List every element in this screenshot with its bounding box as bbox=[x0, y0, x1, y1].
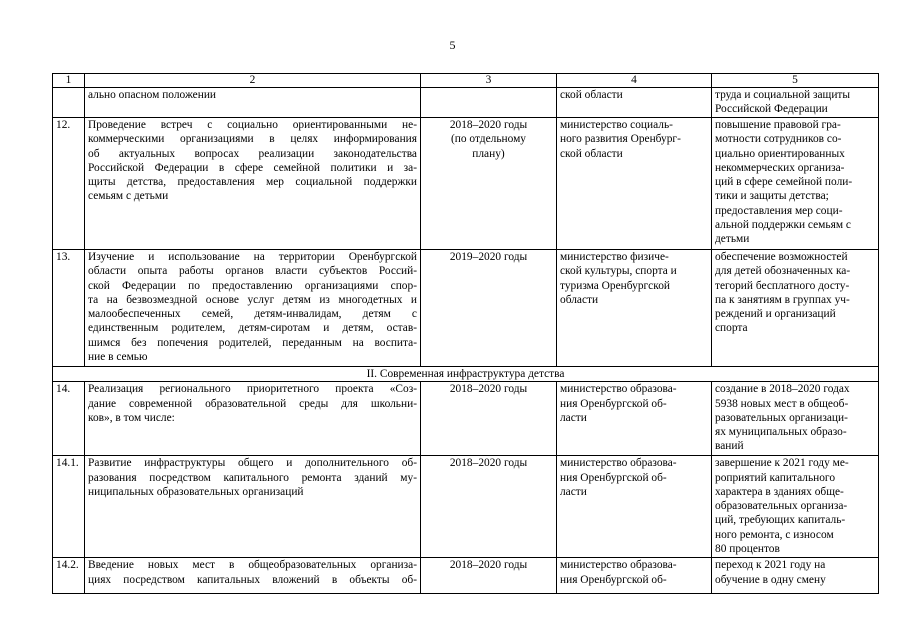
section-header-row bbox=[53, 367, 879, 382]
column-header: 1 bbox=[53, 74, 85, 88]
period-cell bbox=[421, 88, 557, 118]
row-number-cell: 12. bbox=[53, 118, 85, 250]
result-cell: переход к 2021 году на обучение в одну смену bbox=[712, 558, 879, 594]
row-number-cell: 14.1. bbox=[53, 456, 85, 558]
measure-text-cell: Развитие инфраструктуры общего и дополнительного об- разования посредством капитального ремонта зданий му- ниципальных образовательных организаций bbox=[85, 456, 421, 558]
row-number-cell: 14.2. bbox=[53, 558, 85, 594]
column-header: 4 bbox=[557, 74, 712, 88]
executor-cell: ской области bbox=[557, 88, 712, 118]
period-cell: 2019–2020 годы bbox=[421, 250, 557, 367]
result-cell: обеспечение возможностей для детей обозначенных ка- тегорий бесплатного досту- па к занятиям в группах уч- реждений и организаций спорта bbox=[712, 250, 879, 367]
result-cell: труда и социальной защиты Российской Федерации bbox=[712, 88, 879, 118]
row-number-cell: 14. bbox=[53, 382, 85, 456]
executor-cell: министерство социаль- ного развития Оренбург- ской области bbox=[557, 118, 712, 250]
measure-text-cell: ально опасном положении bbox=[85, 88, 421, 118]
period-cell: 2018–2020 годы (по отдельному плану) bbox=[421, 118, 557, 250]
measure-text-cell: Реализация регионального приоритетного проекта «Соз- дание современной образовательной среды для школьни- ков», в том числе: bbox=[85, 382, 421, 456]
measures-table bbox=[52, 73, 879, 594]
row-number-cell bbox=[53, 88, 85, 118]
page-number: 5 bbox=[449, 38, 456, 52]
executor-cell: министерство физиче- ской культуры, спорта и туризма Оренбургской области bbox=[557, 250, 712, 367]
table-header-row bbox=[53, 74, 879, 88]
period-cell: 2018–2020 годы bbox=[421, 382, 557, 456]
result-cell: повышение правовой гра- мотности сотрудников со- циально ориентированных некоммерческих организа- ций в сфере семейной поли- тики и защиты детства; предоставления мер соци- альной поддержки семьям с детьми bbox=[712, 118, 879, 250]
column-header: 2 bbox=[85, 74, 421, 88]
period-cell: 2018–2020 годы bbox=[421, 456, 557, 558]
result-cell: завершение к 2021 году ме- роприятий капитального характера в зданиях обще- образовательных организа- ций, требующих капиталь- ного ремонта, с износом 80 процентов bbox=[712, 456, 879, 558]
table-row bbox=[53, 456, 879, 558]
column-header: 5 bbox=[712, 74, 879, 88]
executor-cell: министерство образова- ния Оренбургской об- ласти bbox=[557, 382, 712, 456]
result-cell: создание в 2018–2020 годах 5938 новых мест в общеоб- разовательных организаци- ях муниципальных образо- ваний bbox=[712, 382, 879, 456]
executor-cell: министерство образова- ния Оренбургской об- bbox=[557, 558, 712, 594]
measure-text-cell: Введение новых мест в общеобразовательных организа- циях посредством капитальных вложений в объекты об- bbox=[85, 558, 421, 594]
period-cell: 2018–2020 годы bbox=[421, 558, 557, 594]
table-row bbox=[53, 250, 879, 367]
table-row-continuation bbox=[53, 88, 879, 118]
measure-text-cell: Изучение и использование на территории Оренбургской области опыта работы органов власти субъектов Россий- ской Федерации по предоставлению организациями спор- та на безвозмездной основе услуг детям из многодетных и малообеспеченных семей, детям-инвалидам, детям с единственным родителем, детям-сиротам и детям, остав- шимся без попечения родителей, переданным на воспита- ние в семью bbox=[85, 250, 421, 367]
executor-cell: министерство образова- ния Оренбургской об- ласти bbox=[557, 456, 712, 558]
measure-text-cell: Проведение встреч с социально ориентированными не- коммерческими организациями в целях информирования об актуальных вопросах реализации законодательства Российской Федерации в сфере семейной политики и за- щиты детства, предоставления мер социальной поддержки семьям с детьми bbox=[85, 118, 421, 250]
row-number-cell: 13. bbox=[53, 250, 85, 367]
table-row bbox=[53, 382, 879, 456]
section-title: II. Современная инфраструктура детства bbox=[53, 367, 879, 382]
column-header: 3 bbox=[421, 74, 557, 88]
table-row bbox=[53, 558, 879, 594]
table-row bbox=[53, 118, 879, 250]
